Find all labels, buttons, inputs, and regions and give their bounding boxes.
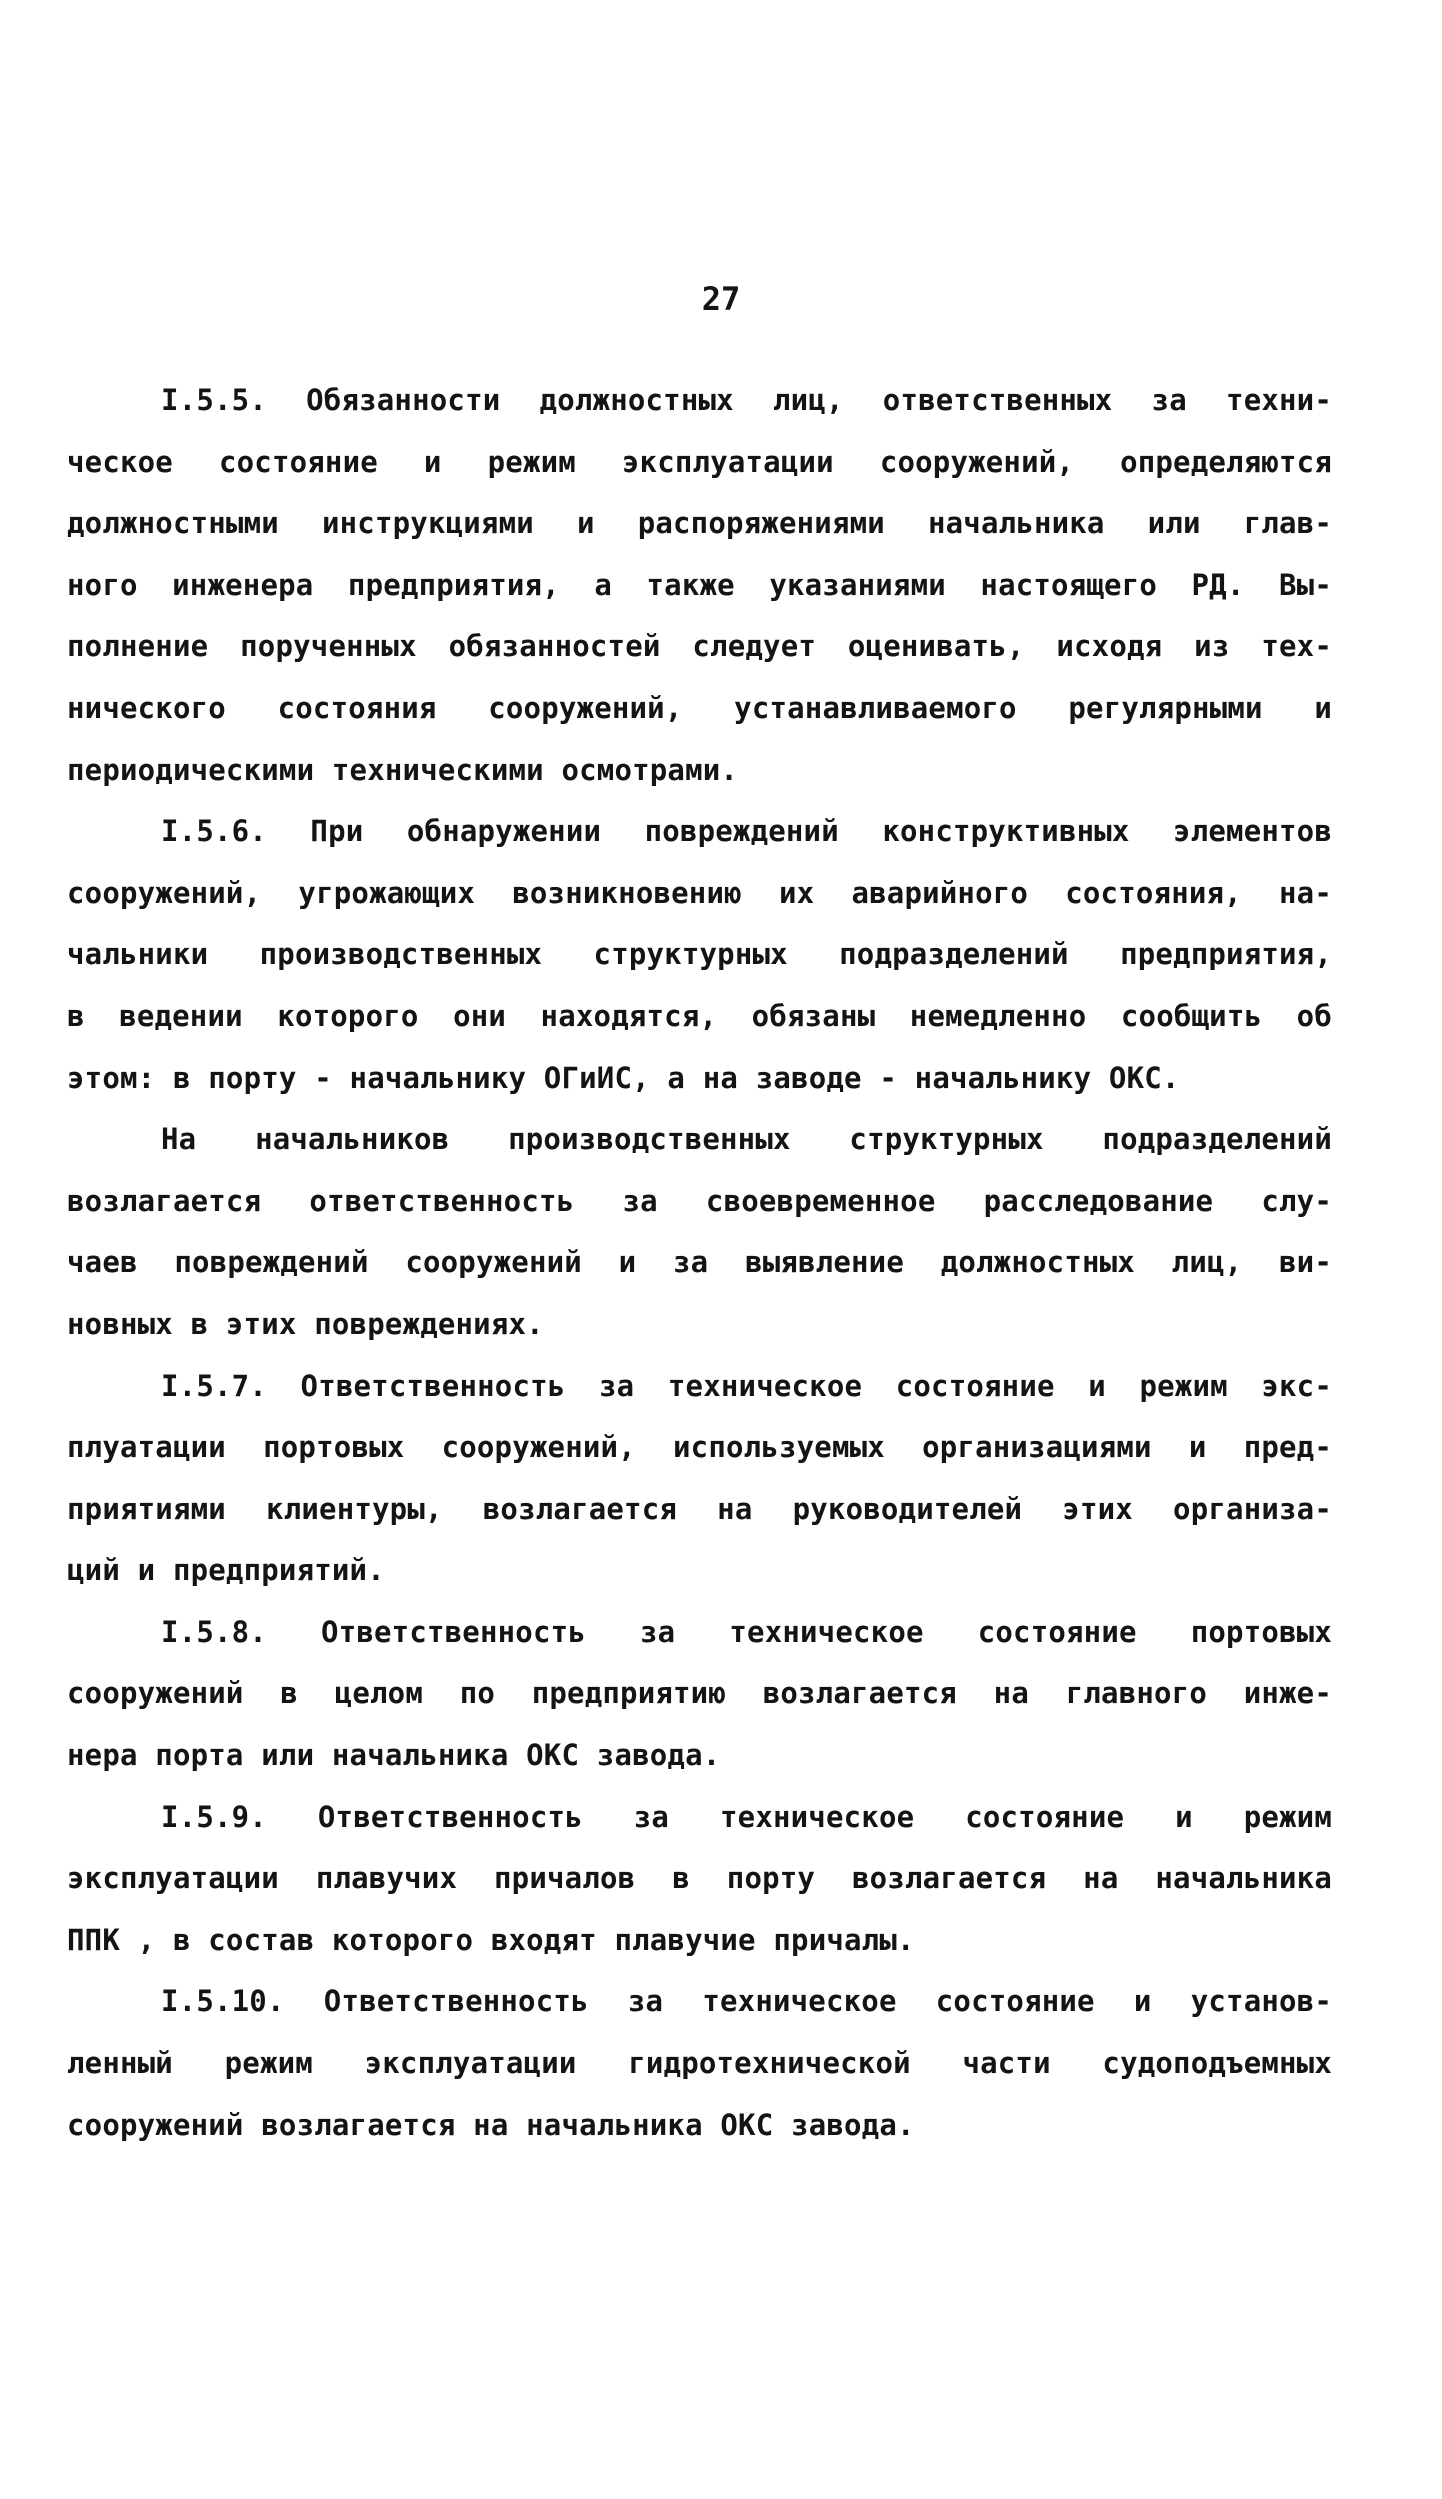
text-line: ческое состояние и режим эксплуатации сооружений, определяются: [67, 444, 1332, 479]
body-text: [67, 370, 1332, 2156]
text-line: I.5.10. Ответственность за техническое состояние и установ-: [161, 1984, 1332, 2019]
text-line: I.5.9. Ответственность за техническое состояние и режим: [161, 1799, 1332, 1834]
text-line: возлагается ответственность за своевременное расследование слу-: [67, 1183, 1332, 1218]
text-line: ного инженера предприятия, а также указаниями настоящего РД. Вы-: [67, 567, 1332, 602]
page-number: 27: [701, 280, 741, 318]
text-line: ций и предприятий.: [67, 1553, 385, 1588]
text-line: периодическими техническими осмотрами.: [67, 752, 739, 787]
text-line: полнение порученных обязанностей следует оценивать, исходя из тех-: [67, 629, 1332, 664]
text-line: I.5.7. Ответственность за техническое состояние и режим экс-: [161, 1368, 1332, 1403]
text-line: нера порта или начальника ОКС завода.: [67, 1738, 721, 1773]
text-line: должностными инструкциями и распоряжениями начальника или глав-: [67, 506, 1332, 541]
text-line: ППК , в состав которого входят плавучие причалы.: [67, 1922, 915, 1957]
text-line: I.5.5. Обязанности должностных лиц, ответственных за техни-: [161, 383, 1332, 417]
text-line: в ведении которого они находятся, обязаны немедленно сообщить об: [67, 998, 1332, 1033]
text-line: сооружений возлагается на начальника ОКС завода.: [67, 2107, 915, 2142]
text-line: I.5.8. Ответственность за техническое состояние портовых: [161, 1614, 1332, 1649]
text-line: приятиями клиентуры, возлагается на руководителей этих организа-: [67, 1491, 1332, 1526]
text-line: сооружений в целом по предприятию возлагается на главного инже-: [67, 1676, 1332, 1711]
text-line: эксплуатации плавучих причалов в порту возлагается на начальника: [67, 1861, 1332, 1896]
text-line: плуатации портовых сооружений, используемых организациями и пред-: [67, 1430, 1332, 1465]
text-line: чальники производственных структурных подразделений предприятия,: [67, 937, 1332, 972]
text-line: этом: в порту - начальнику ОГиИС, а на заводе - начальнику ОКС.: [67, 1060, 1180, 1095]
text-line: сооружений, угрожающих возникновению их аварийного состояния, на-: [67, 875, 1332, 910]
text-line: ленный режим эксплуатации гидротехнической части судоподъемных: [67, 2046, 1332, 2081]
text-line: I.5.6. При обнаружении повреждений конструктивных элементов: [161, 814, 1332, 849]
text-line: чаев повреждений сооружений и за выявление должностных лиц, ви-: [67, 1245, 1332, 1280]
text-line: На начальников производственных структурных подразделений: [161, 1122, 1332, 1157]
text-line: нического состояния сооружений, устанавливаемого регулярными и: [67, 690, 1332, 725]
text-line: новных в этих повреждениях.: [67, 1306, 544, 1341]
